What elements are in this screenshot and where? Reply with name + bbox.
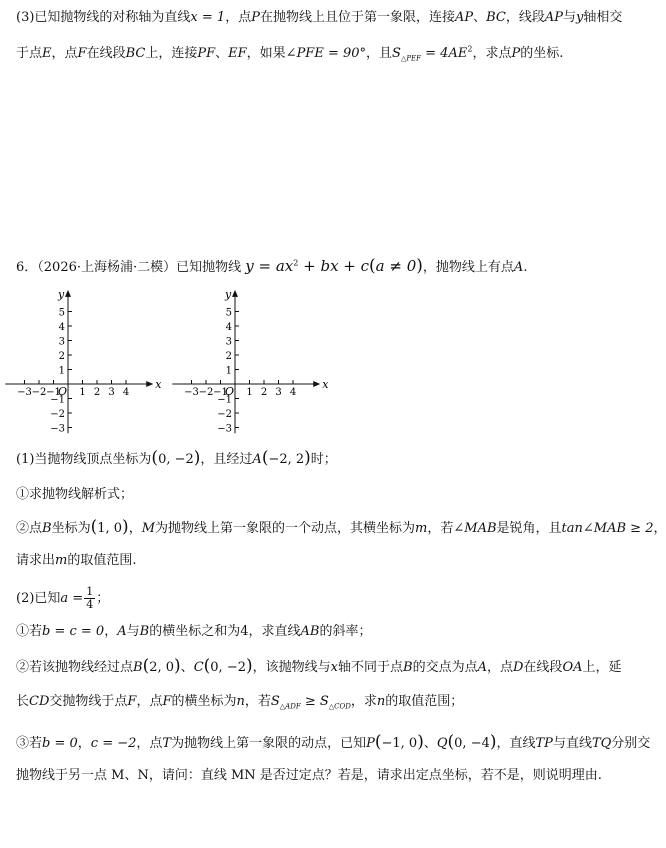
graph-1-y-tick-label: 5 <box>58 307 65 319</box>
fraction-numerator: 1 <box>86 585 94 598</box>
angle-condition: ∠PFE = 90° <box>285 46 367 61</box>
question-6-part-2-2-cont <box>16 692 463 712</box>
math-condition: b = 0 <box>42 736 78 751</box>
text: 上，延 <box>582 660 622 675</box>
equation-part: = 4 <box>421 46 449 61</box>
segment-label: CD <box>29 694 50 709</box>
graph-1-y-tick-label: 1 <box>58 365 65 377</box>
graph-2-x-tick-label: 2 <box>260 387 268 398</box>
text: ，若 <box>427 521 454 536</box>
point-label: A <box>117 624 127 639</box>
text: (2)已知 <box>16 591 61 606</box>
exponent: 2 <box>293 258 299 268</box>
text: ，求点 <box>472 46 512 61</box>
text: 长 <box>16 694 30 709</box>
text: 、 <box>473 10 487 25</box>
question-3-line-2 <box>16 44 563 64</box>
question-6-part-2-2: ②若该抛物线经过点B(2, 0)、C(0, −2)，该抛物线与x轴不同于点B的交点为点A，点D在线段OA上，延 <box>16 656 622 676</box>
fraction <box>84 586 95 611</box>
angle-label: ∠MAB <box>453 521 497 536</box>
text: 、 <box>423 736 437 751</box>
segment-label: PF <box>197 46 216 61</box>
graph-1-x-axis-label: x <box>155 378 162 391</box>
segment-label: BC <box>125 46 146 61</box>
text: ，求 <box>350 694 377 709</box>
text: ， <box>77 736 91 751</box>
point-label: P <box>251 10 260 25</box>
math-condition: a ≠ 0 <box>375 257 417 275</box>
axis-name: y <box>576 10 584 25</box>
area-symbol: S <box>319 694 329 709</box>
text: ，如果 <box>246 46 286 61</box>
math-var: y <box>245 257 254 275</box>
text: ①若 <box>16 624 43 639</box>
text: 上，连接 <box>145 46 198 61</box>
graph-2-x-tick-label: −2 <box>198 387 214 398</box>
point-label: M <box>141 521 156 536</box>
text: 与 <box>126 624 140 639</box>
segment-label: AP <box>454 10 474 25</box>
text: ， <box>653 521 666 536</box>
text: ②若该抛物线经过点 <box>16 660 134 675</box>
question-6-part-2-1 <box>16 622 371 642</box>
line-label: TP <box>535 736 553 751</box>
math-condition: c = −2 <box>90 736 137 751</box>
line-label: TQ <box>591 736 612 751</box>
point-coordinates: 0, −2 <box>210 660 246 675</box>
question-6-part-1: (1)当抛物线顶点坐标为(0, −2)，且经过A(−2, 2)时； <box>16 448 337 468</box>
math-var: m <box>55 553 68 568</box>
text: ，点 <box>136 694 163 709</box>
point-label: B <box>42 521 52 536</box>
graph-1-y-axis-label: y <box>58 287 65 301</box>
graph-2-y-tick-label: 1 <box>225 365 232 377</box>
point-coordinates: 2, 0 <box>149 660 175 675</box>
graph-2-y-axis-label: y <box>225 287 232 301</box>
text: . <box>523 260 528 275</box>
text: 在线段 <box>86 46 126 61</box>
text: 于点 <box>16 46 43 61</box>
math-var: m <box>415 521 428 536</box>
text: 的交点为点 <box>412 660 478 675</box>
text: ，且 <box>366 46 393 61</box>
text: ； <box>96 591 110 606</box>
graph-2-x-tick-label: 3 <box>275 387 282 398</box>
math-var: n <box>236 694 245 709</box>
graph-1-x-tick-label: 1 <box>79 387 86 398</box>
point-label: F <box>162 694 172 709</box>
math-op: = <box>253 257 276 275</box>
area-subscript: △PEF <box>400 54 422 63</box>
point-label: Q <box>436 736 448 751</box>
graph-2-y-tick-label: 5 <box>225 307 232 319</box>
text: 轴相交 <box>583 10 623 25</box>
point-label: B <box>133 660 143 675</box>
math-term: ax <box>275 257 294 275</box>
graph-1-y-tick-label: 3 <box>58 336 65 348</box>
fraction-denominator: 4 <box>86 598 94 611</box>
text: 轴不同于点 <box>337 660 403 675</box>
graph-2-y-tick-label: −1 <box>217 394 232 406</box>
point-label: D <box>512 660 524 675</box>
question-6-part-1-2-cont <box>16 551 136 571</box>
area-subscript: △ADF <box>279 702 301 711</box>
graph-2-x-axis-label: x <box>322 378 329 391</box>
text: ，点 <box>136 736 163 751</box>
point-label: P <box>511 46 521 61</box>
text: ，且经过 <box>200 452 253 467</box>
line-label: AB <box>300 624 320 639</box>
text: 与直线 <box>552 736 592 751</box>
text: 为抛物线上第一象限的一个动点，其横坐标为 <box>155 521 416 536</box>
graph-1-y-tick-label: 2 <box>58 351 65 362</box>
point-label: C <box>193 660 204 675</box>
text: ， <box>104 624 118 639</box>
graph-1-y-tick-label: −2 <box>50 409 65 420</box>
question-6-part-1-1: ①求抛物线解析式； <box>16 487 134 502</box>
axis-name: x <box>330 660 338 675</box>
text: 与 <box>563 10 577 25</box>
graph-1-y-tick-label: 4 <box>58 322 65 333</box>
text: 的横坐标之和为4，求直线 <box>149 624 301 639</box>
graph-1-x-tick-label: 4 <box>122 387 130 398</box>
math-var: n <box>376 694 386 709</box>
point-label: E <box>42 46 52 61</box>
point-label: T <box>162 736 172 751</box>
point-label: B <box>403 660 413 675</box>
point-label: F <box>77 46 87 61</box>
area-subscript: △COD <box>328 702 351 711</box>
point-label: A <box>252 452 262 467</box>
graph-2-y-tick-label: −2 <box>217 409 232 420</box>
text: (3)已知抛物线的对称轴为直线 <box>16 10 191 25</box>
text: 6．（2026·上海杨浦·二模）已知抛物线 <box>16 260 246 275</box>
area-symbol: S <box>392 46 401 61</box>
segment-label: OA <box>562 660 583 675</box>
segment-label: EF <box>228 46 247 61</box>
text: 的横坐标为 <box>171 694 237 709</box>
text: 为抛物线上第一象限的动点，已知 <box>171 736 367 751</box>
point-label: P <box>366 736 375 751</box>
segment-label: AP <box>544 10 564 25</box>
text: 交抛物线于点 <box>49 694 128 709</box>
point-label: F <box>127 694 137 709</box>
graph-1-origin-label: O <box>58 385 68 398</box>
graph-2-y-tick-label: 3 <box>225 336 232 348</box>
graph-1-x-tick-label: 2 <box>93 387 101 398</box>
text: 在抛物线上且位于第一象限，连接 <box>259 10 455 25</box>
text: (1)当抛物线顶点坐标为 <box>16 452 152 467</box>
coordinate-graphs <box>0 286 645 446</box>
question-6-part-2-3: ③若b = 0，c = −2，点T为抛物线上第一象限的动点，已知P(−1, 0)、Q(0, −4)，直线TP与直线TQ分别交 <box>16 732 651 752</box>
graph-1-x-axis-arrow <box>146 381 153 387</box>
text: ③若 <box>16 736 43 751</box>
question-6-header: 6．（2026·上海杨浦·二模）已知抛物线 $y = ax^2$ + bx + c(a ≠ 0)，抛物线上有点A. <box>16 256 528 276</box>
text: 的取值范围； <box>385 694 464 709</box>
math-term: + bx + c <box>298 257 370 275</box>
text: 、 <box>215 46 229 61</box>
text: ，点 <box>486 660 513 675</box>
graph-2-x-tick-label: −1 <box>213 387 228 398</box>
text: 请求出 <box>16 553 56 568</box>
text: ，点 <box>51 46 78 61</box>
question-6-part-2 <box>16 586 109 612</box>
math-condition: b = c = 0 <box>42 624 105 639</box>
text: 的取值范围. <box>67 553 137 568</box>
point-coordinates: −2, 2 <box>268 452 305 467</box>
point-label: A <box>513 260 524 275</box>
text: 、 <box>180 660 194 675</box>
area-symbol: S <box>270 694 280 709</box>
text: 是锐角，且 <box>496 521 562 536</box>
symmetry-axis-equation: x = 1 <box>190 10 226 25</box>
graph-1-y-tick-label: −1 <box>50 394 65 406</box>
math-op: ≥ <box>300 694 320 709</box>
text: ，该抛物线与 <box>252 660 331 675</box>
graph-1-x-tick-label: −1 <box>46 387 61 398</box>
exponent: 2 <box>467 44 473 54</box>
graph-2-y-tick-label: −3 <box>217 423 232 435</box>
text: ，线段 <box>505 10 545 25</box>
graph-1-x-tick-label: −3 <box>17 387 32 398</box>
graph-1-y-axis-arrow <box>65 290 71 297</box>
question-6-part-2-3-cont: 抛物线于另一点 M、N，请问：直线 MN 是否过定点？若是，请求出定点坐标，若不是，则说明理由. <box>16 768 602 783</box>
text: 坐标为 <box>51 521 91 536</box>
text: 的斜率； <box>319 624 372 639</box>
segment-label: AE <box>448 46 468 61</box>
vertex-coordinates: 0, −2 <box>158 452 194 467</box>
text: 在线段 <box>523 660 563 675</box>
graph-2-y-axis-arrow <box>232 290 238 297</box>
text: ，抛物线上有点 <box>422 260 514 275</box>
text: ，若 <box>244 694 271 709</box>
question-3-line-1 <box>16 8 622 28</box>
text: ②点 <box>16 521 43 536</box>
segment-label: BC <box>486 10 506 25</box>
text: ， <box>128 521 142 536</box>
text: 分别交 <box>611 736 651 751</box>
question-6-part-1-2: ②点B坐标为(1, 0)，M为抛物线上第一象限的一个动点，其横坐标为m，若∠MAB是锐角，且tan∠MAB ≥ 2， <box>16 517 666 537</box>
graph-2-origin-label: O <box>225 385 235 398</box>
math-term: a = <box>60 591 84 606</box>
text: ，点 <box>225 10 252 25</box>
point-label: B <box>139 624 150 639</box>
graph-2-x-tick-label: 1 <box>246 387 253 398</box>
graph-1-y-tick-label: −3 <box>50 423 65 435</box>
point-coordinates: −1, 0 <box>381 736 418 751</box>
graph-2-y-tick-label: 2 <box>225 351 232 362</box>
text: ，直线 <box>496 736 536 751</box>
graph-1-x-tick-label: −2 <box>31 387 47 398</box>
tan-condition: tan∠MAB ≥ 2 <box>561 521 654 536</box>
graph-2-x-tick-label: −3 <box>184 387 199 398</box>
graph-1-x-tick-label: 3 <box>108 387 115 398</box>
graph-2-y-tick-label: 4 <box>225 322 232 333</box>
point-label: A <box>477 660 487 675</box>
graph-2-x-axis-arrow <box>313 381 320 387</box>
text: 时； <box>310 452 337 467</box>
graph-2-x-tick-label: 4 <box>289 387 297 398</box>
point-coordinates: 0, −4 <box>454 736 490 751</box>
point-coordinates: 1, 0 <box>97 521 123 536</box>
text: 的坐标. <box>520 46 564 61</box>
